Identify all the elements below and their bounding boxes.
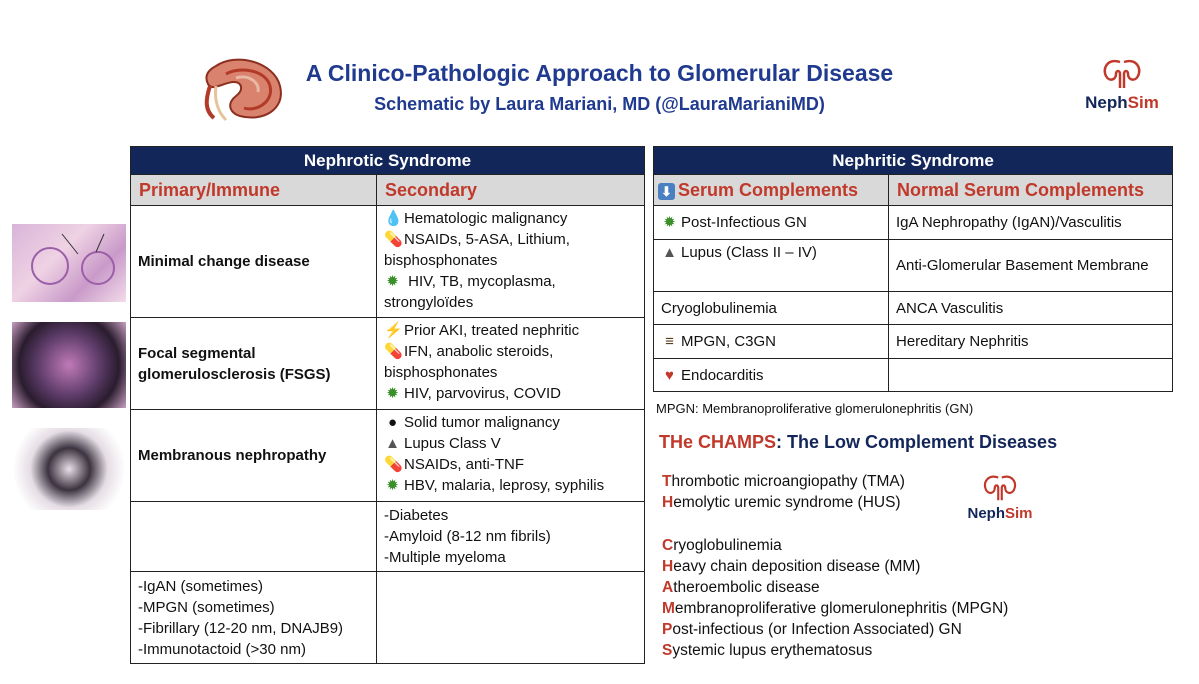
- wolf-icon: ▲: [662, 244, 677, 261]
- logo-text-neph: Neph: [967, 505, 1005, 522]
- nephsim-logo: [1082, 58, 1162, 113]
- page-title: A Clinico-Pathologic Approach to Glomerular Disease: [305, 60, 894, 86]
- nephritic-low-postinfectious: ✹ Post-Infectious GN: [654, 206, 889, 240]
- nephritic-table: [653, 146, 1173, 392]
- virus-icon: ✹: [386, 273, 399, 290]
- nephrotic-title: Nephrotic Syndrome: [131, 147, 645, 175]
- nephritic-low-lupus: ▲ Lupus (Class II – IV): [654, 240, 889, 292]
- list-item: Cryoglobulinemia: [662, 537, 782, 554]
- nephritic-title: Nephritic Syndrome: [654, 147, 1173, 175]
- pill-icon: 💊: [384, 343, 403, 360]
- histology-image-mcd: [12, 224, 126, 302]
- list-item: Membranoproliferative glomerulonephritis (MPGN): [662, 600, 1009, 617]
- nephritic-col-low: ⬇ Serum Complements: [654, 175, 889, 206]
- nephritic-low-mpgn: ≡ MPGN, C3GN: [654, 325, 889, 359]
- virus-icon: ✹: [386, 477, 399, 494]
- list-item: Thrombotic microangiopathy (TMA): [662, 473, 905, 490]
- nephrotic-col-secondary: Secondary: [377, 175, 645, 206]
- pill-icon: 💊: [384, 456, 403, 473]
- nephritic-normal-empty: [889, 359, 1173, 392]
- train-track-icon: ≡: [665, 333, 674, 350]
- logo-text-sim: Sim: [1004, 505, 1033, 522]
- nephrotic-table: [130, 146, 645, 664]
- secondary-empty: [377, 572, 645, 664]
- secondary-mcd: 💧Hematologic malignancy 💊NSAIDs, 5-ASA, Lithium, bisphosphonates ✹ HIV, TB, mycoplasma, strongyloïdes: [377, 206, 645, 318]
- secondary-membranous: ● Solid tumor malignancy ▲ Lupus Class V 💊NSAIDs, anti-TNF ✹ HBV, malaria, leprosy, syphilis: [377, 410, 645, 502]
- nephsim-logo-small: [960, 474, 1040, 522]
- black-circle-icon: ●: [387, 414, 398, 431]
- virus-icon: ✹: [386, 385, 399, 402]
- page-subtitle: Schematic by Laura Mariani, MD (@LauraMarianiMD): [374, 94, 825, 114]
- histology-image-membranous: [12, 428, 126, 510]
- kidney-logo-icon: [1100, 58, 1144, 90]
- primary-empty: [131, 502, 377, 572]
- nephritic-col-normal: Normal Serum Complements: [889, 175, 1173, 206]
- nephritic-normal-antigbm: Anti-Glomerular Basement Membrane: [889, 240, 1173, 292]
- virus-icon: ✹: [663, 214, 676, 231]
- list-item: Post-infectious (or Infection Associated) GN: [662, 621, 962, 638]
- list-item: Hemolytic uremic syndrome (HUS): [662, 494, 901, 511]
- lightning-icon: ⚡: [384, 322, 403, 339]
- down-arrow-icon: ⬇: [658, 183, 675, 200]
- champs-list-2: [662, 535, 1008, 661]
- primary-fsgs: Focal segmental glomerulosclerosis (FSGS): [131, 318, 377, 410]
- kidney-logo-icon: [980, 474, 1020, 502]
- wolf-icon: ▲: [385, 435, 400, 452]
- secondary-fsgs: ⚡Prior AKI, treated nephritic 💊IFN, anabolic steroids, bisphosphonates ✹ HIV, parvovirus, COVID: [377, 318, 645, 410]
- logo-text-neph: Neph: [1085, 93, 1128, 112]
- nephritic-normal-hereditary: Hereditary Nephritis: [889, 325, 1173, 359]
- nephritic-normal-iga: IgA Nephropathy (IgAN)/Vasculitis: [889, 206, 1173, 240]
- nephritic-normal-anca: ANCA Vasculitis: [889, 292, 1173, 325]
- histology-image-fsgs: [12, 322, 126, 408]
- nephritic-low-endocarditis: ♥ Endocarditis: [654, 359, 889, 392]
- nephritic-low-cryo: Cryoglobulinemia: [654, 292, 889, 325]
- secondary-extra: -Diabetes -Amyloid (8-12 nm fibrils) -Multiple myeloma: [377, 502, 645, 572]
- nephrotic-col-primary: Primary/Immune: [131, 175, 377, 206]
- list-item: Heavy chain deposition disease (MM): [662, 558, 921, 575]
- list-item: Atheroembolic disease: [662, 579, 820, 596]
- blood-drop-icon: 💧: [384, 210, 403, 227]
- champs-list-1: [662, 471, 905, 513]
- pill-icon: 💊: [384, 231, 403, 248]
- list-item: Systemic lupus erythematosus: [662, 642, 873, 659]
- champs-title: THe CHAMPS: The Low Complement Diseases: [659, 432, 1058, 452]
- primary-mcd: Minimal change disease: [131, 206, 377, 318]
- primary-extra: -IgAN (sometimes) -MPGN (sometimes) -Fibrillary (12-20 nm, DNAJB9) -Immunotactoid (>30 nm): [131, 572, 377, 664]
- primary-membranous: Membranous nephropathy: [131, 410, 377, 502]
- logo-text-sim: Sim: [1127, 93, 1159, 112]
- nephritic-footnote: MPGN: Membranoproliferative glomerulonephritis (GN): [656, 401, 974, 416]
- heart-icon: ♥: [665, 366, 674, 384]
